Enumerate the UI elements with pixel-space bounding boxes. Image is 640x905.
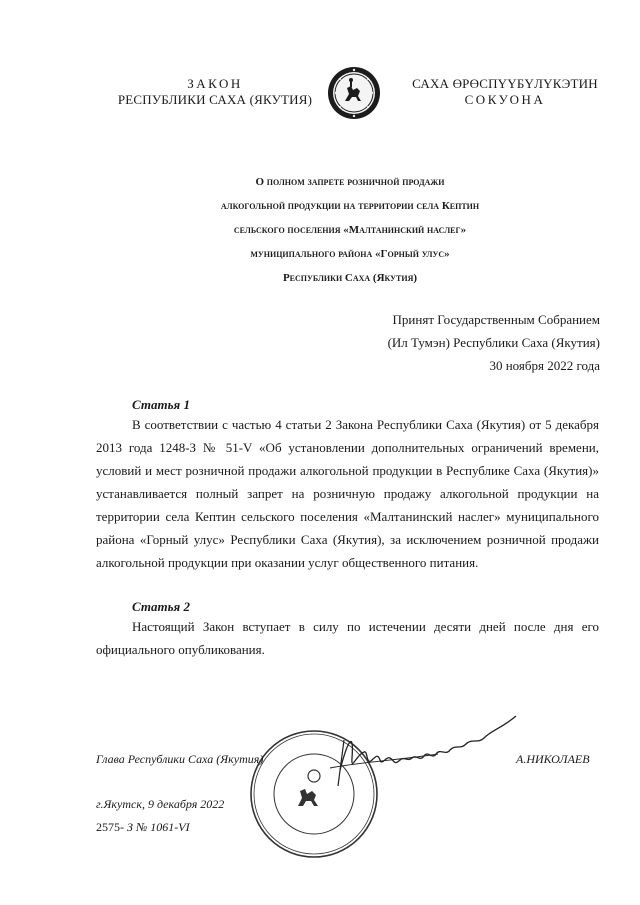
title-line: сельского поселения «Малтанинский наслег»: [233, 224, 467, 236]
signatory-name: А.НИКОЛАЕВ: [516, 752, 590, 766]
republic-emblem-icon: [327, 66, 381, 120]
adoption-note: [388, 308, 600, 377]
title-line: О полном запрете розничной продажи: [255, 176, 445, 188]
header-yakut-republic-label: САХА ӨРӨСПҮҮБҮЛҮКЭТИН: [412, 76, 598, 91]
header-yakut-law-label: СОКУОНА: [464, 92, 546, 107]
registration-code: З № 1061-VI: [127, 820, 190, 834]
adoption-line: Принят Государственным Собранием: [392, 312, 600, 327]
article-1-body: В соответствии с частью 4 статьи 2 Закона Республики Саха (Якутия) от 5 декабря 2013 года 1248-З № 51-V «Об установлении дополнительных ограничений времени, условий и мест розничной продажи алкогольной продукции в Республике Саха (Якутия)» устанавливается полный запрет на розничную продажу алкогольной продукции на территории села Кептин сельского поселения «Малтанинский наслег» муниципального района «Горный улус» Республики Саха (Якутия), за исключением розничной продажи алкогольной продукции при оказании услуг общественного питания.: [96, 417, 599, 570]
adoption-date: 30 ноября 2022 года: [489, 358, 600, 373]
registration-prefix: 2575-: [96, 820, 124, 834]
title-line: муниципального района «Горный улус»: [250, 248, 450, 260]
adoption-line: (Ил Тумэн) Республики Саха (Якутия): [387, 335, 600, 350]
title-line: Республики Саха (Якутия): [282, 272, 418, 284]
signatory-position: Глава Республики Саха (Якутия): [96, 752, 264, 766]
article-1-heading: Статья 1: [132, 397, 190, 412]
header-law-label: ЗАКОН: [187, 76, 243, 91]
registration-number: [96, 820, 190, 835]
place-and-date: г.Якутск, 9 декабря 2022: [96, 797, 225, 811]
article-1-text: [96, 413, 599, 574]
title-line: алкогольной продукции на территории села Кептин: [220, 200, 480, 212]
handwritten-signature-icon: [320, 710, 525, 790]
header-republic-label: РЕСПУБЛИКИ САХА (ЯКУТИЯ): [117, 92, 313, 107]
header-right: [400, 76, 610, 108]
article-2-heading: Статья 2: [132, 599, 190, 614]
article-2-text: [96, 615, 599, 661]
document-title: [100, 170, 600, 290]
header-left: [110, 76, 320, 108]
article-2-body: Настоящий Закон вступает в силу по истечении десяти дней после дня его официального опубликования.: [96, 619, 599, 657]
